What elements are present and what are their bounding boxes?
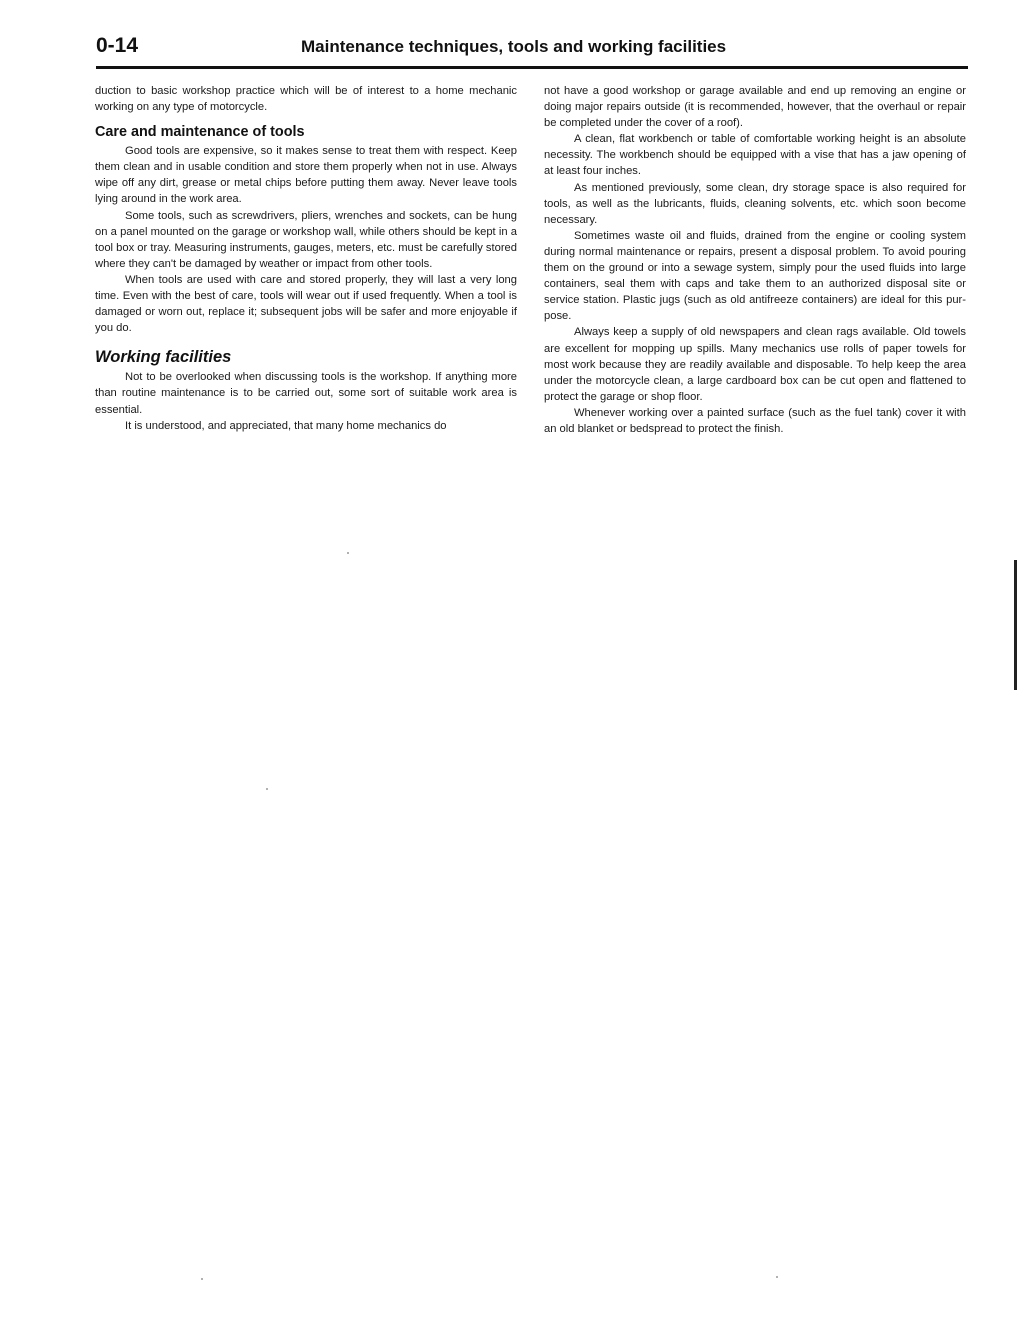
right-column: [544, 83, 966, 437]
scan-speck: [266, 788, 268, 790]
section-heading-care-of-tools: Care and maintenance of tools: [95, 124, 305, 141]
left-column: [95, 83, 517, 434]
paragraph: A clean, flat workbench or table of comfortable working height is an absolute necessity. The workbench should be equipped with a vise that has a jaw opening of at least four inches.: [544, 133, 966, 178]
page-header: [96, 34, 968, 64]
header-rule: [96, 66, 968, 69]
paragraph: not have a good workshop or garage available and end up removing an engine or doing major repairs outside (it is recommended, however, that the overhaul or repair be completed under the cover of a roof).: [544, 85, 966, 130]
paragraph: Good tools are expensive, so it makes sense to treat them with respect. Keep them clean and in usable condition and store them properly when not in use. Always wipe off any dirt, grease or metal chips before putting them away. Never leave tools lying around in the work area.: [95, 145, 517, 206]
page-number: 0-14: [96, 34, 139, 57]
paragraph: Sometimes waste oil and fluids, drained from the engine or cooling system during normal maintenance or repairs, present a disposal problem. To avoid pouring them on the ground or into a sewage system, simply pour the used fluids into large containers, seal them with caps and take them to an authorized disposal site or service station. Plastic jugs (such as old antifreeze containers) are ideal for this purpose.: [544, 229, 966, 323]
scan-speck: [347, 552, 349, 554]
paragraph: Whenever working over a painted surface (such as the fuel tank) cover it with an old blanket or bedspread to protect the finish.: [544, 406, 966, 435]
paragraph: It is understood, and appreciated, that many home mechanics do: [125, 419, 447, 432]
section-heading-working-facilities: Working facilities: [95, 348, 232, 367]
paragraph: duction to basic workshop practice which will be of interest to a home mechanic working on any type of motorcycle.: [95, 85, 517, 114]
paragraph: Some tools, such as screwdrivers, pliers, wrenches and sockets, can be hung on a panel mounted on the garage or workshop wall, while others should be kept in a tool box or tray. Measuring instruments, gauges, meters, etc. must be carefully stored where they can't be damaged by weather or impact from other tools.: [95, 209, 517, 270]
paragraph: Not to be overlooked when discussing tools is the workshop. If anything more than routine maintenance is to be carried out, some sort of suitable work area is essential.: [95, 371, 517, 416]
paragraph: Always keep a supply of old newspapers and clean rags available. Old towels are excellent for mopping up spills. Many mechanics use rolls of paper towels for most work because they are readily available and disposable. To help keep the area under the motorcycle clean, a large cardboard box can be cut open and flattened to protect the garage or shop floor.: [544, 326, 966, 403]
paragraph: As mentioned previously, some clean, dry storage space is also required for tools, as well as the lubricants, fluids, cleaning solvents, etc. which soon become necessary.: [544, 181, 966, 226]
scan-speck: [776, 1276, 778, 1278]
paragraph: When tools are used with care and stored properly, they will last a very long time. Even with the best of care, tools will wear out if used frequently. When a tool is damaged or worn out, replace it; subsequent jobs will be safer and more enjoyable if you do.: [95, 273, 517, 335]
scan-speck: [201, 1278, 203, 1280]
scan-edge-mark: [1014, 560, 1017, 690]
running-title: Maintenance techniques, tools and working facilities: [301, 37, 727, 56]
